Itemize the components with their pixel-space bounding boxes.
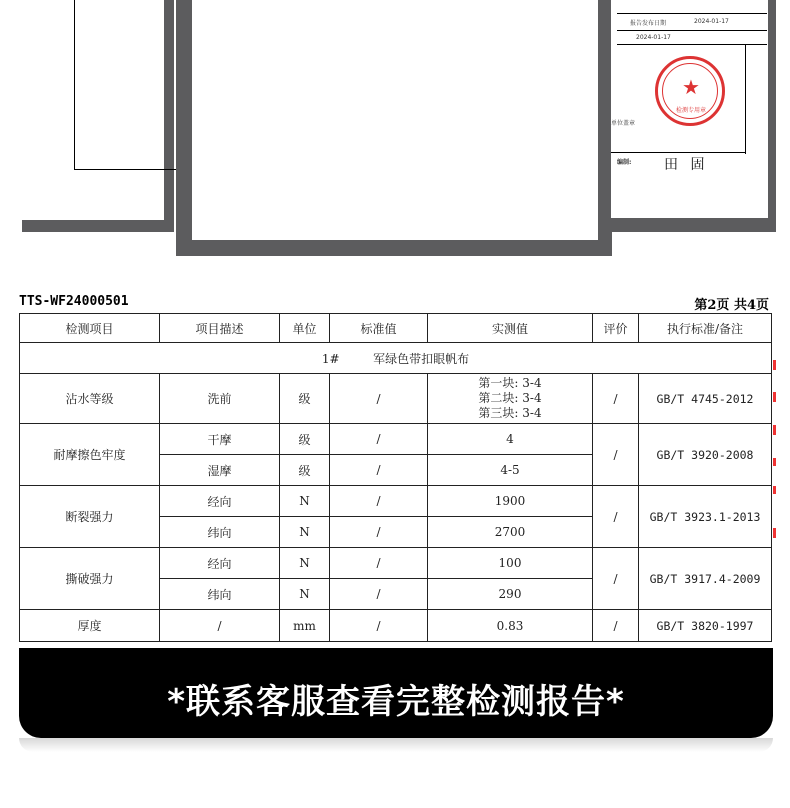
unit: N — [280, 517, 330, 548]
test-method: GB/T 3820-1997 — [639, 610, 772, 642]
unit: 级 — [280, 374, 330, 424]
unit: mm — [280, 610, 330, 642]
table-row — [20, 486, 772, 517]
red-margin-mark — [773, 425, 776, 435]
item-desc: 经向 — [160, 548, 280, 579]
item-desc: 经向 — [160, 486, 280, 517]
measured-value — [428, 374, 593, 424]
col-header: 单位 — [280, 314, 330, 343]
right-doc-rule — [617, 13, 767, 14]
unit: N — [280, 579, 330, 610]
standard-value: / — [330, 486, 428, 517]
red-margin-mark — [773, 392, 776, 402]
col-header: 评价 — [593, 314, 639, 343]
right-doc-rule-4 — [611, 152, 746, 153]
item-desc: 纬向 — [160, 579, 280, 610]
results-table — [19, 313, 772, 642]
item-desc: 洗前 — [160, 374, 280, 424]
sample-id: 1# — [321, 351, 340, 366]
page-indicator: 第2页 共4页 — [694, 298, 769, 313]
issue-date-value: 2024-01-17 — [694, 18, 729, 25]
col-header: 标准值 — [330, 314, 428, 343]
table-row — [20, 548, 772, 579]
sample-row — [20, 343, 772, 374]
red-margin-mark — [773, 360, 776, 370]
unit: 级 — [280, 424, 330, 455]
test-item: 沾水等级 — [20, 374, 160, 424]
star-icon: ★ — [682, 75, 700, 99]
red-margin-mark — [773, 458, 776, 466]
right-doc-rule-2 — [617, 30, 767, 31]
contact-service-banner — [19, 648, 773, 738]
col-header: 检测项目 — [20, 314, 160, 343]
measured-value: 1900 — [428, 486, 593, 517]
measured-value: 290 — [428, 579, 593, 610]
standard-value: / — [330, 455, 428, 486]
banner-shadow — [19, 738, 773, 752]
seal-area-label: 单位盖章 — [611, 120, 636, 127]
sample-name: 军绿色带扣眼帆布 — [373, 351, 470, 366]
table-header-row — [20, 314, 772, 343]
measured-line: 第二块: 3-4 — [478, 391, 542, 405]
measured-value: 100 — [428, 548, 593, 579]
evaluation: / — [593, 548, 639, 610]
compiler-signature: 田 固 — [664, 157, 709, 173]
left-document-frame — [22, 0, 174, 232]
test-method: GB/T 3917.4-2009 — [639, 548, 772, 610]
test-item: 耐摩擦色牢度 — [20, 424, 160, 486]
measured-line: 第三块: 3-4 — [478, 406, 542, 420]
unit: 级 — [280, 455, 330, 486]
standard-value: / — [330, 548, 428, 579]
banner-text: *联系客服查看完整检测报告* — [167, 682, 625, 722]
inspection-stamp — [655, 56, 725, 126]
item-desc: / — [160, 610, 280, 642]
evaluation: / — [593, 610, 639, 642]
stamp-label: 检测专用章 — [675, 107, 706, 114]
red-margin-mark — [773, 486, 776, 494]
measured-value: 2700 — [428, 517, 593, 548]
sample-cell — [20, 343, 772, 374]
evaluation: / — [593, 374, 639, 424]
measured-value: 0.83 — [428, 610, 593, 642]
unit: N — [280, 486, 330, 517]
item-desc: 干摩 — [160, 424, 280, 455]
measured-value: 4 — [428, 424, 593, 455]
red-margin-mark — [773, 528, 776, 538]
item-desc: 湿摩 — [160, 455, 280, 486]
test-method: GB/T 4745-2012 — [639, 374, 772, 424]
standard-value: / — [330, 374, 428, 424]
test-method: GB/T 3920-2008 — [639, 424, 772, 486]
item-desc: 纬向 — [160, 517, 280, 548]
middle-document-frame — [176, 0, 612, 256]
col-header: 执行标准/备注 — [639, 314, 772, 343]
test-item: 厚度 — [20, 610, 160, 642]
test-method: GB/T 3923.1-2013 — [639, 486, 772, 548]
issue-date-value-2: 2024-01-17 — [636, 34, 671, 41]
col-header: 项目描述 — [160, 314, 280, 343]
standard-value: / — [330, 610, 428, 642]
issue-date-label: 报告发布日期 — [630, 20, 667, 27]
compiler-label: 编制: — [617, 159, 632, 166]
measured-line: 第一块: 3-4 — [478, 376, 542, 390]
report-header — [19, 292, 773, 312]
standard-value: / — [330, 517, 428, 548]
evaluation: / — [593, 424, 639, 486]
test-item: 撕破强力 — [20, 548, 160, 610]
table-row — [20, 610, 772, 642]
right-doc-vrule — [745, 44, 746, 154]
table-row — [20, 374, 772, 424]
unit: N — [280, 548, 330, 579]
standard-value: / — [330, 424, 428, 455]
col-header: 实测值 — [428, 314, 593, 343]
measured-value: 4-5 — [428, 455, 593, 486]
table-row — [20, 424, 772, 455]
report-number: TTS-WF24000501 — [19, 294, 129, 309]
test-item: 断裂强力 — [20, 486, 160, 548]
standard-value: / — [330, 579, 428, 610]
evaluation: / — [593, 486, 639, 548]
